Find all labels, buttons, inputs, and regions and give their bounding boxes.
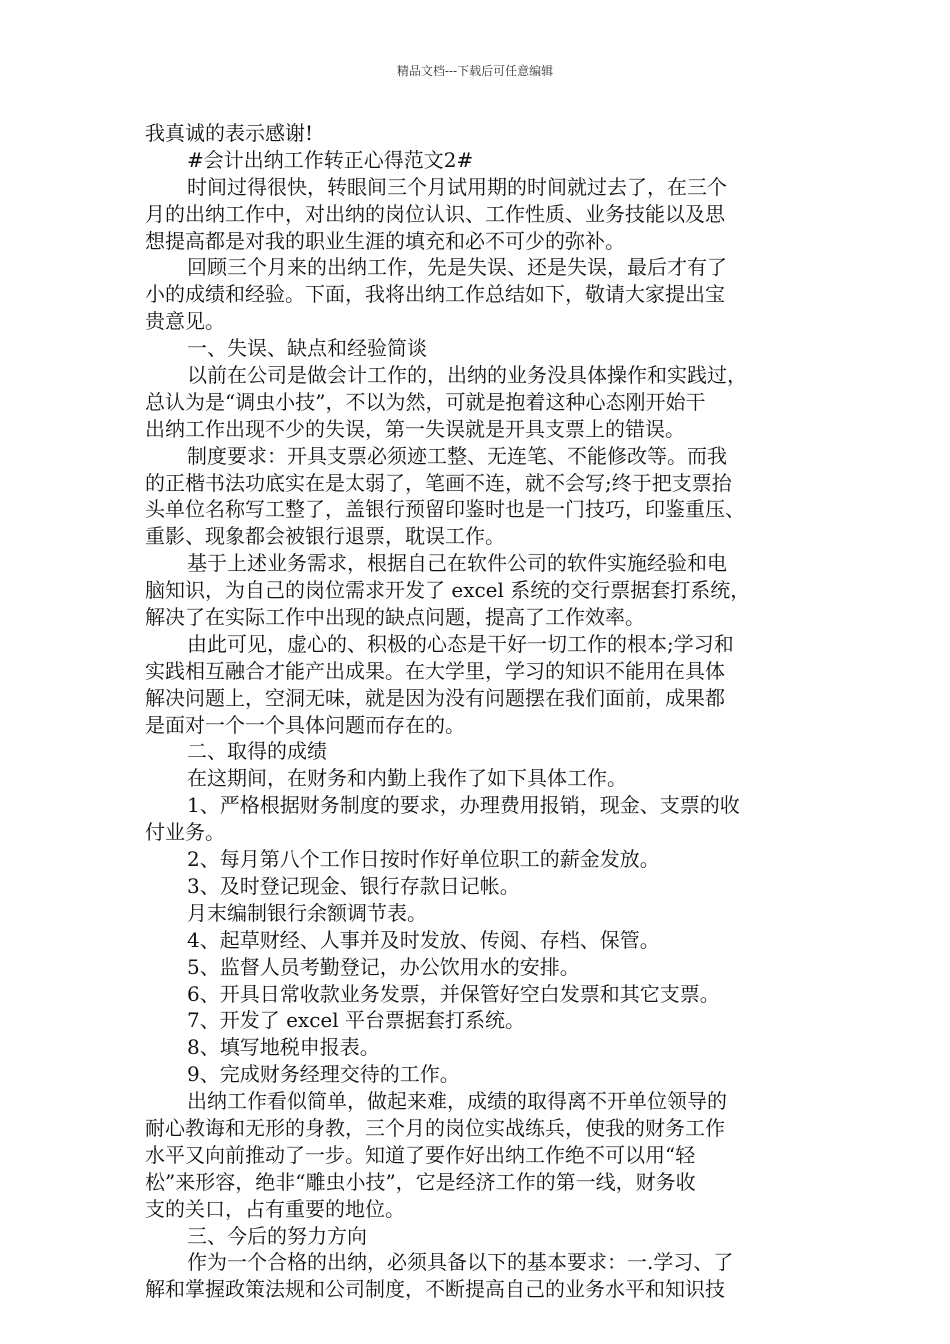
text-line: 在这期间，在财务和内勤上我作了如下具体工作。 xyxy=(187,766,627,791)
text-line: 解决了在实际工作中出现的缺点问题，提高了工作效率。 xyxy=(145,605,645,630)
text-line: 7、开发了 excel 平台票据套打系统。 xyxy=(187,1008,525,1033)
text-line: 水平又向前推动了一步。知道了要作好出纳工作绝不可以用“轻 xyxy=(145,1142,696,1167)
text-line: 制度要求：开具支票必须迹工整、无连笔、不能修改等。而我 xyxy=(187,443,727,468)
text-line: 总认为是“调虫小技”，不以为然，可就是抱着这种心态刚开始干 xyxy=(145,389,706,414)
text-line: 我真诚的表示感谢! xyxy=(145,121,314,145)
text-line: 支的关口，占有重要的地位。 xyxy=(145,1196,405,1221)
text-line: 贵意见。 xyxy=(145,309,225,334)
text-line: 以前在公司是做会计工作的，出纳的业务没具体操作和实践过， xyxy=(187,363,747,388)
text-line: 9、完成财务经理交待的工作。 xyxy=(187,1062,460,1087)
text-line: 5、监督人员考勤登记，办公饮用水的安排。 xyxy=(187,954,580,979)
text-line: 回顾三个月来的出纳工作，先是失误、还是失误，最后才有了 xyxy=(187,255,727,280)
text-line: 三、今后的努力方向 xyxy=(187,1223,367,1248)
text-line: 1、严格根据财务制度的要求，办理费用报销，现金、支票的收 xyxy=(187,793,740,818)
text-line: 8、填写地税申报表。 xyxy=(187,1035,380,1060)
text-line: 二、取得的成绩 xyxy=(187,739,327,764)
text-line: 时间过得很快，转眼间三个月试用期的时间就过去了，在三个 xyxy=(187,174,727,199)
text-line: 实践相互融合才能产出成果。在大学里，学习的知识不能用在具体 xyxy=(145,658,725,683)
text-line: #会计出纳工作转正心得范文2# xyxy=(187,147,474,172)
text-line: 重影、现象都会被银行退票，耽误工作。 xyxy=(145,524,505,549)
text-line: 4、起草财经、人事并及时发放、传阅、存档、保管。 xyxy=(187,927,660,952)
text-line: 出纳工作出现不少的失误，第一失误就是开具支票上的错误。 xyxy=(145,416,685,441)
document-body xyxy=(145,120,815,1303)
text-line: 的正楷书法功底实在是太弱了，笔画不连，就不会写;终于把支票抬 xyxy=(145,470,732,495)
text-line: 月末编制银行余额调节表。 xyxy=(187,900,427,925)
text-line: 6、开具日常收款业务发票，并保管好空白发票和其它支票。 xyxy=(187,981,720,1006)
text-line: 一、失误、缺点和经验简谈 xyxy=(187,336,427,361)
text-line: 是面对一个一个具体问题而存在的。 xyxy=(145,712,465,737)
text-line: 解决问题上，空洞无味，就是因为没有问题摆在我们面前，成果都 xyxy=(145,685,725,710)
text-line: 付业务。 xyxy=(145,820,225,845)
text-line: 3、及时登记现金、银行存款日记帐。 xyxy=(187,873,520,898)
text-line: 松”来形容，绝非“雕虫小技”，它是经济工作的第一线，财务收 xyxy=(145,1169,696,1194)
text-line: 想提高都是对我的职业生涯的填充和必不可少的弥补。 xyxy=(145,228,625,253)
page-header-note: 精品文档---下载后可任意编辑 xyxy=(396,64,554,78)
text-line: 2、每月第八个工作日按时作好单位职工的薪金发放。 xyxy=(187,847,660,872)
text-line: 月的出纳工作中，对出纳的岗位认识、工作性质、业务技能以及思 xyxy=(145,201,725,226)
text-line: 小的成绩和经验。下面，我将出纳工作总结如下，敬请大家提出宝 xyxy=(145,282,725,307)
text-line: 基于上述业务需求，根据自己在软件公司的软件实施经验和电 xyxy=(187,551,727,576)
text-line: 解和掌握政策法规和公司制度，不断提高自己的业务水平和知识技 xyxy=(145,1277,725,1302)
text-line: 作为一个合格的出纳，必须具备以下的基本要求：一.学习、了 xyxy=(187,1250,734,1275)
text-line: 出纳工作看似简单，做起来难，成绩的取得离不开单位领导的 xyxy=(187,1089,727,1114)
text-line: 头单位名称写工整了，盖银行预留印鉴时也是一门技巧，印鉴重压、 xyxy=(145,497,745,522)
text-line: 由此可见，虚心的、积极的心态是干好一切工作的根本;学习和 xyxy=(187,631,734,656)
text-line: 耐心教诲和无形的身教，三个月的岗位实战练兵，使我的财务工作 xyxy=(145,1115,725,1140)
text-line: 脑知识，为自己的岗位需求开发了 excel 系统的交行票据套打系统， xyxy=(145,578,751,603)
